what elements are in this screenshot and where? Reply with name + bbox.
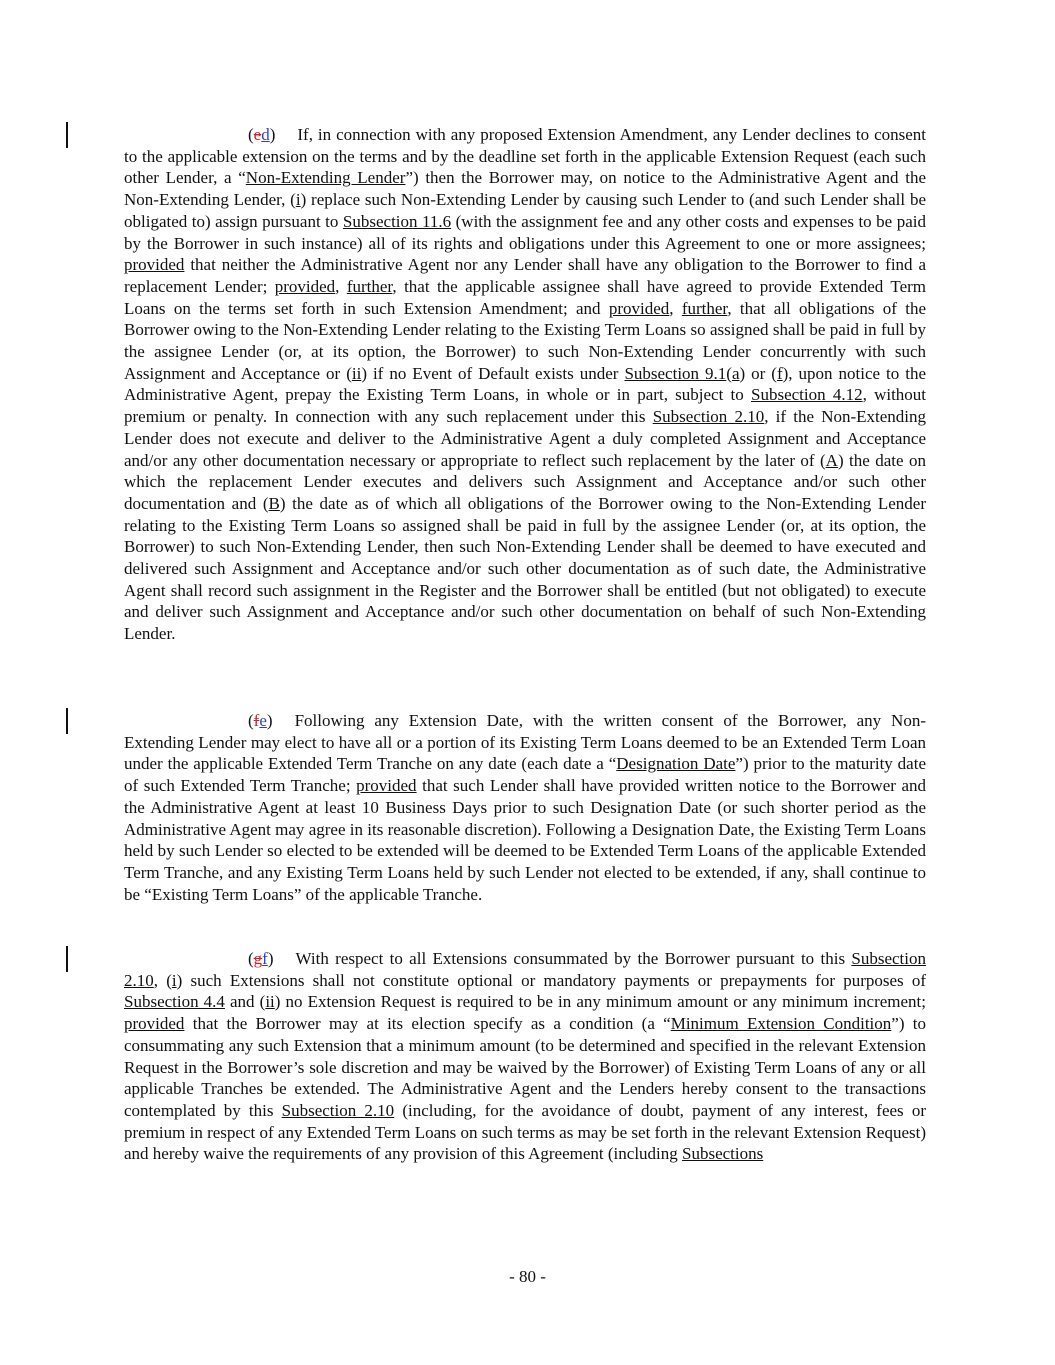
text-run: that such Lender shall have provided written notice to the Borrower and the Administrative Agent at least 10 Business Days prior to such Designation Date (or such shorter period as the Administrative Agent may agree in its reasonable discretion). Following a Designation Date, the Existing Term Loans held by such Lender so elected to be extended will be deemed to be Extended Term Loans of the applicable Extended Term Tranche, and any Existing Term Loans held by such Lender not elected to be extended, if any, shall continue to be “Existing Term Loans” of the applicable Tranche.: [124, 776, 927, 904]
text-run: ) replace such Non-Extending Lender by causing such Lender to (and such Lender shall be obligated to) assign pursuant to: [124, 190, 926, 231]
text-run: With respect to all Extensions consummated by the Borrower pursuant to this: [295, 949, 852, 968]
paragraph-label: (ed): [248, 125, 276, 144]
text-run: ”) prior to the maturity date of such Extended Term Tranche;: [124, 754, 926, 796]
text-run: (with the assignment fee and any other costs and expenses to be paid by the Borrower in such instance) all of its rights and obligations under this Agreement to one or more assignees;: [124, 211, 926, 253]
deleted-label: g: [253, 949, 263, 968]
cross-reference: i: [295, 190, 301, 210]
paragraph-e: [124, 710, 926, 905]
cross-reference: Designation Date: [616, 754, 736, 774]
paragraph-d: [124, 124, 926, 645]
cross-reference: ii: [351, 363, 362, 383]
cross-reference: A: [825, 450, 838, 470]
cross-reference: further: [681, 298, 728, 318]
cross-reference: provided: [274, 276, 336, 296]
inserted-label: e: [259, 711, 267, 730]
change-bar: [66, 708, 68, 734]
text-run: , if the Non-Extending Lender does not execute and deliver to the Administrative Agent a duly completed Assignment and Acceptance and/or any other documentation necessary or appropriate to reflect such replacement by the later of (: [124, 407, 927, 470]
cross-reference: Subsection 2.10: [124, 949, 926, 990]
text-run: that neither the Administrative Agent nor any Lender shall have any obligation to the Borrower to find a replacement Lender;: [124, 255, 926, 296]
text-run: ) if no Event of Default exists under: [361, 363, 625, 383]
cross-reference: Subsections: [682, 1144, 764, 1164]
deleted-label: e: [253, 125, 262, 144]
text-run: (including, for the avoidance of doubt, payment of any interest, fees or premium in respect of any Extended Term Loans on such terms as may be set forth in the relevant Extension Request) and hereby waive the requirements of any provision of this Agreement (including: [124, 1100, 926, 1164]
cross-reference: provided: [124, 1014, 185, 1034]
paragraph-label: (fe): [248, 711, 273, 730]
text-run: ) the date as of which all obligations of the Borrower owing to the Non-Extending Lender relating to the Existing Term Loans so assigned shall be paid in full by the assignee Lender (or, at its option, the Borrower) to such Non-Extending Lender, then such Non-Extending Lender shall be deemed to have executed and delivered such Assignment and Acceptance and/or such other documentation as of such date, the Administrative Agent shall record such assignment in the Register and the Borrower shall be entitled (but not obligated) to execute and deliver such Assignment and Acceptance and/or such other documentation on behalf of such Non-Extending Lender.: [124, 493, 926, 644]
text-run: , without premium or penalty. In connection with any such replacement under this: [124, 385, 927, 427]
text-run: ) or (: [739, 363, 777, 383]
inserted-label: d: [261, 125, 270, 144]
text-run: ) no Extension Request is required to be in any minimum amount or any minimum increment;: [274, 992, 926, 1012]
text-run: ) such Extensions shall not constitute optional or mandatory payments or prepayments for purposes of: [176, 970, 926, 990]
cross-reference: Subsection 2.10: [281, 1100, 395, 1120]
text-run: , that the applicable assignee shall have agreed to provide Extended Term Loans on the terms set forth in such Extension Amendment; and: [124, 276, 926, 318]
cross-reference: provided: [356, 776, 417, 796]
deleted-label: f: [253, 711, 260, 730]
text-run: ”) to consummating any such Extension that a minimum amount (to be determined and specified in the relevant Extension Request in the Borrower’s sole discretion and may be waived by the Borrower) of Existing Term Loans of any or all applicable Tranches be extended. The Administrative Agent and the Lenders hereby consent to the transactions contemplated by this: [124, 1014, 926, 1120]
cross-reference: further: [346, 276, 393, 296]
cross-reference: Subsection 4.12: [751, 385, 863, 405]
cross-reference: provided: [124, 255, 185, 275]
cross-reference: B: [268, 493, 280, 513]
text-run: ,: [669, 298, 682, 318]
cross-reference: Non-Extending Lender: [245, 168, 406, 188]
cross-reference: provided: [608, 298, 670, 318]
paragraph-label: (gf): [248, 949, 274, 968]
change-bar: [66, 122, 68, 148]
cross-reference: f: [776, 363, 783, 383]
cross-reference: Minimum Extension Condition: [670, 1014, 892, 1034]
inserted-label: f: [262, 949, 268, 968]
cross-reference: i: [171, 970, 177, 990]
text-run: ) the date on which the replacement Lender executes and delivers such Assignment and Acceptance and/or such other documentation and (: [124, 450, 926, 513]
text-run: Following any Extension Date, with the written consent of the Borrower, any Non-Extending Lender may elect to have all or a portion of its Existing Term Loans deemed to be an Extended Term Loan under the applicable Extended Term Tranche on any date (each date a “: [124, 711, 926, 774]
text-run: , that all obligations of the Borrower owing to the Non-Extending Lender relating to the Existing Term Loans so assigned shall be paid in full by the assignee Lender (or, at its option, the Borrower) to such Non-Extending Lender concurrently with such Assignment and Acceptance or (: [124, 298, 927, 383]
text-run: ), upon notice to the Administrative Agent, prepay the Existing Term Loans, in whole or in part, subject to: [124, 363, 926, 405]
paragraph-body: [124, 711, 926, 904]
cross-reference: Subsection 2.10: [652, 407, 765, 427]
paragraph-f: [124, 948, 926, 1165]
cross-reference: a: [731, 363, 740, 383]
cross-reference: ii: [265, 992, 275, 1012]
page-number: - 80 -: [509, 1267, 546, 1286]
text-run: , (: [153, 970, 172, 990]
cross-reference: Subsection 11.6: [342, 211, 452, 231]
text-run: (: [726, 363, 732, 383]
cross-reference: Subsection 4.4: [124, 992, 225, 1012]
paragraph-body: [124, 125, 926, 643]
paragraph-body: [124, 949, 926, 1163]
text-run: ,: [335, 276, 347, 296]
text-run: ”) then the Borrower may, on notice to the Administrative Agent and the Non-Extending Lender, (: [124, 168, 926, 210]
text-run: If, in connection with any proposed Extension Amendment, any Lender declines to consent to the applicable extension on the terms and by the deadline set forth in the applicable Extension Request (each such other Lender, a “: [124, 125, 926, 188]
text-run: and (: [224, 992, 266, 1012]
change-bar: [66, 946, 68, 972]
cross-reference: Subsection 9.1: [624, 363, 727, 383]
text-run: that the Borrower may at its election specify as a condition (a “: [184, 1014, 671, 1034]
